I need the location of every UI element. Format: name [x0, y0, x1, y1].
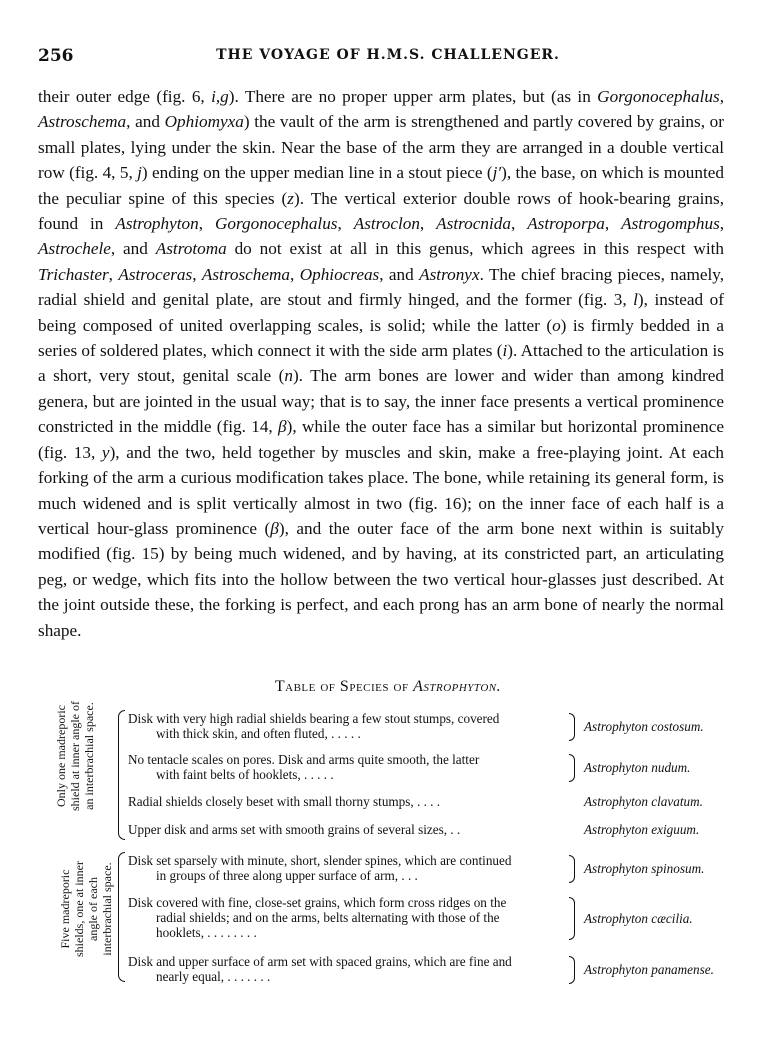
- row-desc: Disk covered with fine, close-set grains, which form cross ridges on the: [128, 895, 507, 910]
- species-name: Astrophyton nudum.: [584, 760, 691, 775]
- species-name: Astrophyton cæcilia.: [584, 911, 693, 926]
- row-desc-cont: with faint belts of hooklets, . . . . .: [156, 767, 334, 782]
- row-desc-cont: with thick skin, and often fluted, . . . . .: [156, 726, 361, 741]
- row-desc: No tentacle scales on pores. Disk and arms quite smooth, the latter: [128, 752, 480, 767]
- table-title-prefix: Table of Species of: [274, 678, 409, 695]
- table-title: [0, 678, 776, 696]
- group-bracket-2: [118, 852, 125, 982]
- row-desc-cont: radial shields; and on the arms, belts alternating with those of the: [156, 910, 500, 925]
- group-label-one-shield: Only one madreporic shield at inner angle of an interbrachial space.: [54, 701, 96, 811]
- species-name: Astrophyton panamense.: [584, 962, 714, 977]
- species-name: Astrophyton clavatum.: [584, 794, 703, 809]
- body-paragraph: their outer edge (fig. 6, i,g). There are no proper upper arm plates, but (as in Gorgonocephalus, Astroschema, and Ophiomyxa) the vault of the arm is strengthened and partly covered by grains, or small plates, lying under the skin. Near the base of the arm they are arranged in a double vertical row (fig. 4, 5, j) ending on the upper median line in a stout piece (j′), the base, on which is mounted the peculiar spine of this species (z). The vertical exterior double rows of hook-bearing grains, found in Astrophyton, Gorgonocephalus, Astroclon, Astrocnida, Astroporpa, Astrogomphus, Astrochele, and Astrotoma do not exist at all in this genus, which agrees in this respect with Trichaster, Astroceras, Astroschema, Ophiocreas, and Astronyx. The chief bracing pieces, namely, radial shield and genital plate, are stout and firmly hinged, and the former (fig. 3, l), instead of being composed of united overlapping scales, is solid; while the latter (o) is firmly bedded in a series of soldered plates, which connect it with the side arm plates (i). Attached to the articulation is a short, very stout, genital scale (n). The arm bones are lower and wider than among kindred genera, but are jointed in the usual way; that is to say, the inner face presents a vertical prominence constricted in the middle (fig. 14, β), while the outer face has a similar but horizontal prominence (fig. 13, y), and the two, held together by muscles and skin, make a free-playing joint. At each forking of the arm a curious modification takes place. The bone, while retaining its general form, is much widened and is split vertically almost in two (fig. 16); on the inner face of each half is a vertical hour-glass prominence (β), and the outer face of the arm bone next within is suitably modified (fig. 15) by being much widened, and by having, at its constricted part, an articulating peg, or wedge, which fits into the hollow between the two vertical hour-glasses just described. At the joint outside these, the forking is perfect, and each prong has an arm bone of nearly the normal shape.: [38, 87, 725, 640]
- group-bracket-1: [118, 710, 125, 840]
- row-desc-cont: hooklets, . . . . . . . .: [156, 925, 257, 940]
- row-desc: Radial shields closely beset with small thorny stumps, . . . .: [128, 794, 441, 809]
- species-name: Astrophyton spinosum.: [584, 861, 705, 876]
- page-number: 256: [38, 46, 74, 66]
- row-desc: Upper disk and arms set with smooth grains of several sizes, . .: [128, 822, 461, 837]
- running-head: THE VOYAGE OF H.M.S. CHALLENGER.: [216, 47, 560, 63]
- species-name: Astrophyton exiguum.: [584, 822, 700, 837]
- table-title-genus: Astrophyton.: [413, 678, 502, 695]
- row-desc: Disk set sparsely with minute, short, slender spines, which are continued: [128, 853, 512, 868]
- species-name: Astrophyton costosum.: [584, 719, 704, 734]
- row-desc-cont: nearly equal, . . . . . . .: [156, 969, 271, 984]
- group-label-five-shields: Five madreporic shields, one at inner angle of each interbrachial space.: [58, 861, 114, 957]
- row-desc-cont: in groups of three along upper surface of arm, . . .: [156, 868, 418, 883]
- row-desc: Disk and upper surface of arm set with spaced grains, which are fine and: [128, 954, 512, 969]
- row-desc: Disk with very high radial shields bearing a few stout stumps, covered: [128, 711, 500, 726]
